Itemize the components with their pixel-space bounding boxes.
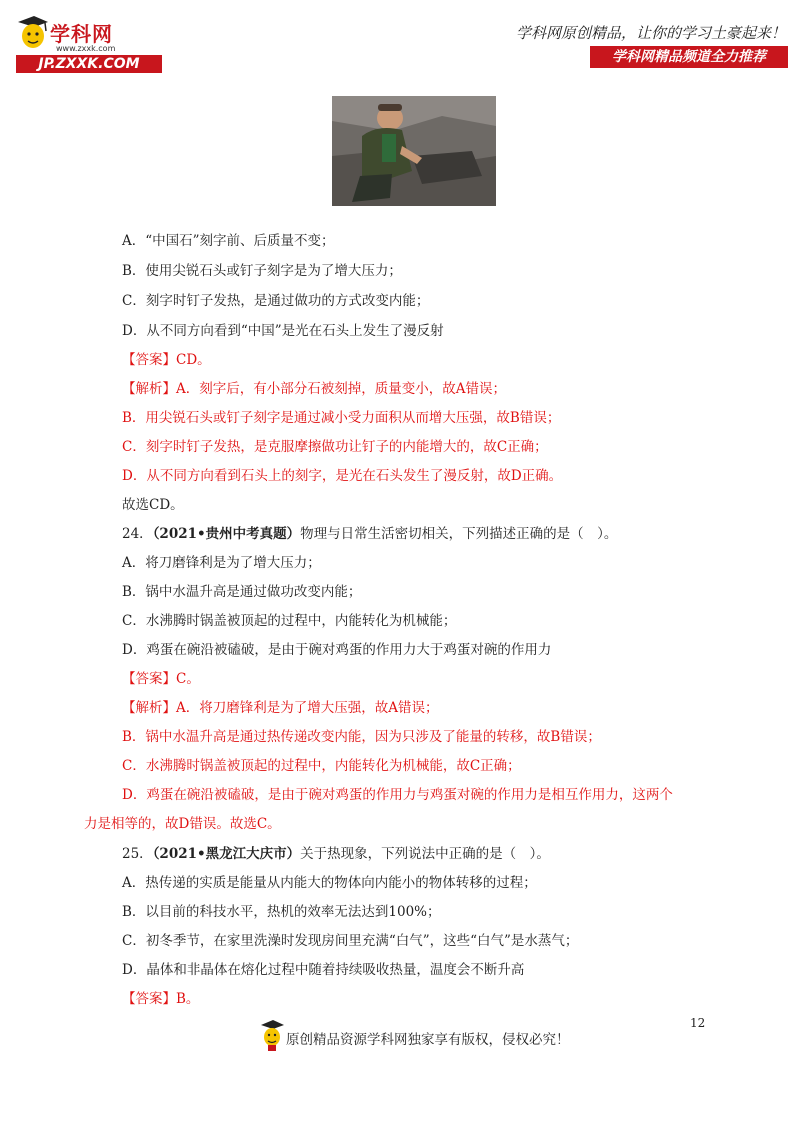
q23-analysis-4: D．从不同方向看到石头上的刻字，是光在石头发生了漫反射，故D正确。	[122, 468, 563, 484]
q24-analysis-4: D．鸡蛋在碗沿被磕破，是由于碗对鸡蛋的作用力与鸡蛋对碗的作用力是相互作用力，这两个	[122, 787, 673, 803]
q25-option-c: C．初冬季节，在家里洗澡时发现房间里充满“白气”，这些“白气”是水蒸气；	[122, 933, 579, 949]
q24-option-a: A．将刀磨锋利是为了增大压力；	[122, 555, 321, 571]
q24-option-c: C．水沸腾时锅盖被顶起的过程中，内能转化为机械能；	[122, 613, 457, 629]
mascot-icon	[12, 14, 52, 52]
footer	[258, 1018, 598, 1054]
question-number: 25．	[122, 846, 153, 862]
q24-analysis-1	[122, 699, 439, 717]
logo-url-banner: JP.ZXXK.COM	[16, 55, 162, 73]
copyright-text: 原创精品资源学科网独家享有版权，侵权必究！	[286, 1032, 570, 1048]
q23-option-a: A．“中国石”刻字前、后质量不变；	[122, 233, 335, 249]
site-logo[interactable]	[12, 14, 162, 74]
q25-option-d: D．晶体和非晶体在熔化过程中随着持续吸收热量，温度会不断升高	[122, 962, 525, 978]
photo-man-carving-stone	[332, 96, 496, 206]
question-text: 物理与日常生活密切相关，下列描述正确的是（ ）。	[300, 526, 618, 542]
channel-banner: 学科网精品频道全力推荐	[590, 46, 788, 68]
analysis-tag: 【解析】	[122, 700, 176, 716]
q24-answer	[122, 670, 200, 688]
answer-value: CD。	[176, 352, 211, 368]
q23-answer	[122, 351, 211, 369]
answer-tag: 【答案】	[122, 671, 176, 687]
q24-analysis-2: B．锅中水温升高是通过热传递改变内能，因为只涉及了能量的转移，故B错误；	[122, 729, 601, 745]
q23-conclusion: 故选CD。	[122, 497, 184, 513]
q24-analysis-3: C．水沸腾时锅盖被顶起的过程中，内能转化为机械能，故C正确；	[122, 758, 521, 774]
answer-tag: 【答案】	[122, 352, 176, 368]
q25-option-b: B．以目前的科技水平，热机的效率无法达到100%；	[122, 904, 441, 920]
q23-analysis-3: C．刻字时钉子发热，是克服摩擦做功让钉子的内能增大的，故C正确；	[122, 439, 548, 455]
analysis-text: A．将刀磨锋利是为了增大压强，故A错误；	[176, 700, 439, 716]
logo-url-small: www.zxxk.com	[56, 44, 116, 53]
answer-value: B。	[176, 991, 200, 1007]
q23-analysis-2: B．用尖锐石头或钉子刻字是通过减小受力面积从而增大压强，故B错误；	[122, 410, 561, 426]
analysis-text: A．刻字后，有小部分石被刻掉，质量变小，故A错误；	[176, 381, 506, 397]
q24-analysis-5: 力是相等的，故D错误。故选C。	[84, 816, 281, 832]
q24-option-b: B．锅中水温升高是通过做功改变内能；	[122, 584, 362, 600]
q25-answer	[122, 990, 199, 1008]
q23-option-c: C．刻字时钉子发热，是通过做功的方式改变内能；	[122, 293, 430, 309]
q25-stem	[122, 845, 550, 863]
q25-option-a: A．热传递的实质是能量从内能大的物体向内能小的物体转移的过程；	[122, 875, 537, 891]
q23-analysis-1	[122, 380, 506, 398]
header-slogan: 学科网原创精品，让你的学习土豪起来！	[515, 24, 786, 42]
answer-value: C。	[176, 671, 200, 687]
page-number: 12	[690, 1016, 706, 1030]
q23-option-d: D．从不同方向看到“中国”是光在石头上发生了漫反射	[122, 323, 444, 339]
analysis-tag: 【解析】	[122, 381, 176, 397]
q23-option-b: B．使用尖锐石头或钉子刻字是为了增大压力；	[122, 263, 402, 279]
q24-option-d: D．鸡蛋在碗沿被磕破，是由于碗对鸡蛋的作用力大于鸡蛋对碗的作用力	[122, 642, 552, 658]
q24-stem	[122, 525, 617, 543]
answer-tag: 【答案】	[122, 991, 176, 1007]
question-source: （2021•黑龙江大庆市）	[152, 846, 301, 862]
logo-name: 学科网	[50, 22, 113, 46]
question-number: 24．	[122, 526, 153, 542]
mascot-icon	[258, 1018, 286, 1052]
question-text: 关于热现象，下列说法中正确的是（ ）。	[300, 846, 550, 862]
question-source: （2021•贵州中考真题）	[152, 526, 301, 542]
